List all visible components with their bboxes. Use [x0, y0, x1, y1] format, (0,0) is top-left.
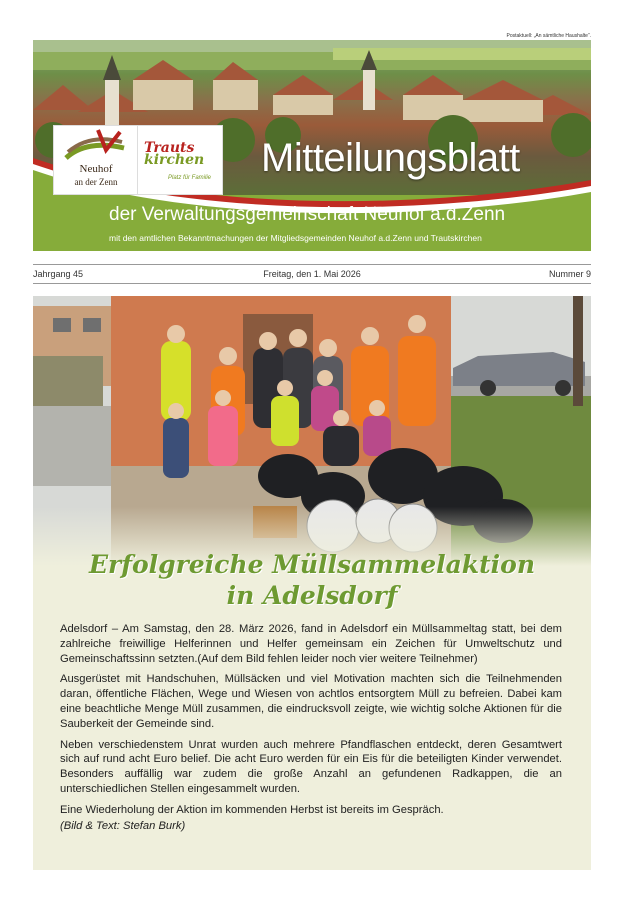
article — [33, 296, 591, 870]
neuhof-logo — [53, 125, 139, 195]
issue-date: Freitag, den 1. Mai 2026 — [263, 269, 361, 279]
publication-subtitle-small: mit den amtlichen Bekanntmachungen der Mitgliedsgemeinden Neuhof a.d.Zenn und Trautskirchen — [109, 233, 482, 243]
neuhof-logo-subname: an der Zenn — [74, 177, 118, 187]
article-paragraph: Neben verschiedenstem Unrat wurden auch mehrere Pfandflaschen entdeckt, deren Gesamtwert sich auf rund acht Euro belief. Die acht Euro werden für ein Eis für die beteiligten Kinder verwendet. Besonders auffällig war zudem die große Anzahl an gefundenen Radkappen, die an unterschiedlichen Stellen eingesammelt wurden. — [60, 738, 562, 795]
trautskirchen-logo-name: Trauts kirchen — [144, 140, 205, 168]
group-photo — [33, 296, 591, 566]
issue-number: Nummer 9 — [548, 269, 591, 279]
neuhof-logo-name: Neuhof — [79, 163, 113, 175]
masthead — [33, 40, 591, 251]
trautskirchen-logo-tagline: Platz für Familie — [168, 175, 212, 181]
issue-volume: Jahrgang 45 — [33, 269, 84, 279]
article-paragraph: Ausgerüstet mit Handschuhen, Müllsäcken und viel Motivation machten sich die Teilnehmenden daran, öffentliche Flächen, Wege und Wiesen von achtlos entsorgtem Müll zu befreien. Dabei kam eine beachtliche Menge Müll zusammen, die eindrucksvoll zeigte, wie wichtig solche Aktionen für die Sauberkeit der Gemeinde sind. — [60, 673, 562, 730]
article-paragraph: Eine Wiederholung der Aktion im kommenden Herbst ist bereits im Gespräch. — [60, 803, 444, 816]
issue-info-bar — [33, 264, 591, 284]
trautskirchen-logo — [137, 125, 223, 195]
article-body — [60, 622, 562, 839]
publication-subtitle: der Verwaltungsgemeinschaft Neuhof a.d.Zenn — [109, 204, 506, 225]
article-credit: (Bild & Text: Stefan Burk) — [60, 819, 186, 832]
publication-title: Mitteilungsblatt — [261, 136, 520, 180]
article-headline: Erfolgreiche Müllsammelaktion in Adelsdorf — [88, 550, 536, 610]
postal-note: Postaktuell: „An sämtliche Haushalte“. — [506, 33, 591, 39]
article-paragraph: Adelsdorf – Am Samstag, den 28. März 2026, fand in Adelsdorf ein Müllsammeltag statt, bei dem zahlreiche freiwillige Helferinnen und Helfer gemeinsam ein Zeichen für Umweltschutz und Gemeinschaftssinn setzten.(Auf dem Bild fehlen leider noch vier weitere Teilnehmer) — [60, 623, 562, 665]
